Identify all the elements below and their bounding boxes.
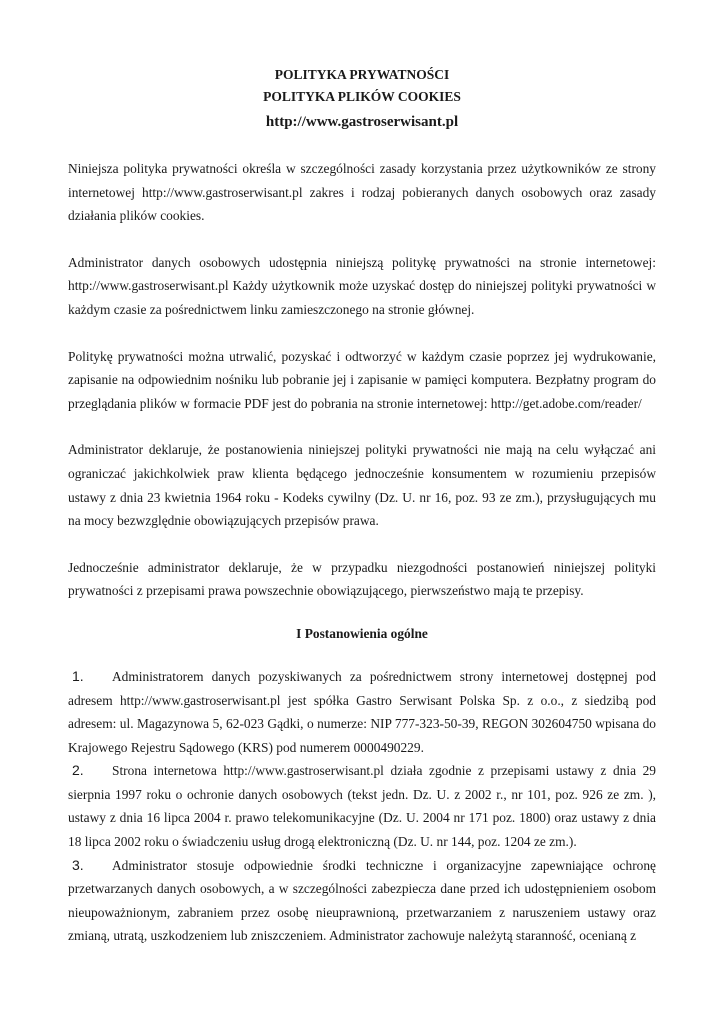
list-item-text: Administratorem danych pozyskiwanych za pośrednictwem strony internetowej dostępnej pod adresem http://www.gastroserwisant.pl jest spółka Gastro Serwisant Polska Sp. z o.o., z siedzibą pod adresem: ul. Magazynowa 5, 62-023 Gądki, o numerze: NIP 777-323-50-39, REGON 302604750 wpisana do Krajowego Rejestru Sądowego (KRS) pod numerem 0000490229. — [68, 668, 656, 755]
document-page — [68, 64, 656, 948]
section-heading: I Postanowienia ogólne — [296, 625, 428, 641]
document-url: http://www.gastroserwisant.pl — [265, 114, 459, 130]
numbered-list — [68, 665, 656, 948]
intro-paragraph-4: Administrator deklaruje, że postanowienia niniejszej polityki prywatności nie mają na celu wyłączać ani ograniczać jakichkolwiek praw klienta będącego jednocześnie konsumentem w rozumieniu przepisów ustawy z dnia 23 kwietnia 1964 roku - Kodeks cywilny (Dz. U. nr 16, poz. 93 ze zm.), przysługujących mu na mocy bezwzględnie obowiązujących przepisów prawa. — [68, 442, 656, 529]
list-item-number: 3. — [72, 856, 84, 873]
intro-paragraph-5: Jednocześnie administrator deklaruje, że w przypadku niezgodności postanowień niniejszej polityki prywatności z przepisami prawa powszechnie obowiązującego, pierwszeństwo mają te przepisy. — [68, 559, 656, 599]
list-item-number: 2. — [72, 762, 84, 779]
list-item-text: Administrator stosuje odpowiednie środki techniczne i organizacyjne zapewniające ochronę przetwarzanych danych osobowych, a w szczególności zabezpiecza dane przed ich udostępnieniem osobom nieupoważnionym, zabraniem przez osobę nieuprawnioną, przetwarzaniem z naruszeniem ustawy oraz zmianą, utratą, uszkodzeniem lub zniszczeniem. Administrator zachowuje należytą staranność, ocenianą z — [68, 857, 656, 944]
list-item — [68, 759, 656, 853]
list-item-text: Strona internetowa http://www.gastroserwisant.pl działa zgodnie z przepisami ustawy z dnia 29 sierpnia 1997 roku o ochronie danych osobowych (tekst jedn. Dz. U. z 2002 r., nr 101, poz. 926 ze zm. ), ustawy z dnia 16 lipca 2004 r. prawo telekomunikacyjne (Dz. U. 2004 nr 171 poz. 1800) oraz ustawy z dnia 18 lipca 2002 roku o świadczeniu usług drogą elektroniczną (Dz. U. nr 144, poz. 1204 ze zm.). — [68, 763, 656, 850]
intro-paragraph-2: Administrator danych osobowych udostępnia niniejszą politykę prywatności na stronie internetowej: http://www.gastroserwisant.pl Każdy użytkownik może uzyskać dostęp do niniejszej polityki prywatności w każdym czasie za pośrednictwem linku zamieszczonego na stronie głównej. — [68, 254, 656, 317]
document-title: POLITYKA PRYWATNOŚCI — [274, 67, 450, 82]
document-header — [68, 64, 656, 134]
list-item — [68, 854, 656, 948]
intro-paragraph-3: Politykę prywatności można utrwalić, pozyskać i odtworzyć w każdym czasie poprzez jej wydrukowanie, zapisanie na odpowiednim nośniku lub pobranie jej i zapisanie w pamięci komputera. Bezpłatny program do przeglądania plików w formacie PDF jest do pobrania na stronie internetowej: http://get.adobe.com/reader/ — [68, 348, 656, 411]
intro-paragraph-1: Niniejsza polityka prywatności określa w szczególności zasady korzystania przez użytkowników ze strony internetowej http://www.gastroserwisant.pl zakres i rodzaj pobieranych danych osobowych oraz zasady działania plików cookies. — [68, 161, 656, 224]
list-item-number: 1. — [72, 667, 84, 684]
list-item — [68, 665, 656, 759]
document-subtitle: POLITYKA PLIKÓW COOKIES — [263, 89, 461, 104]
